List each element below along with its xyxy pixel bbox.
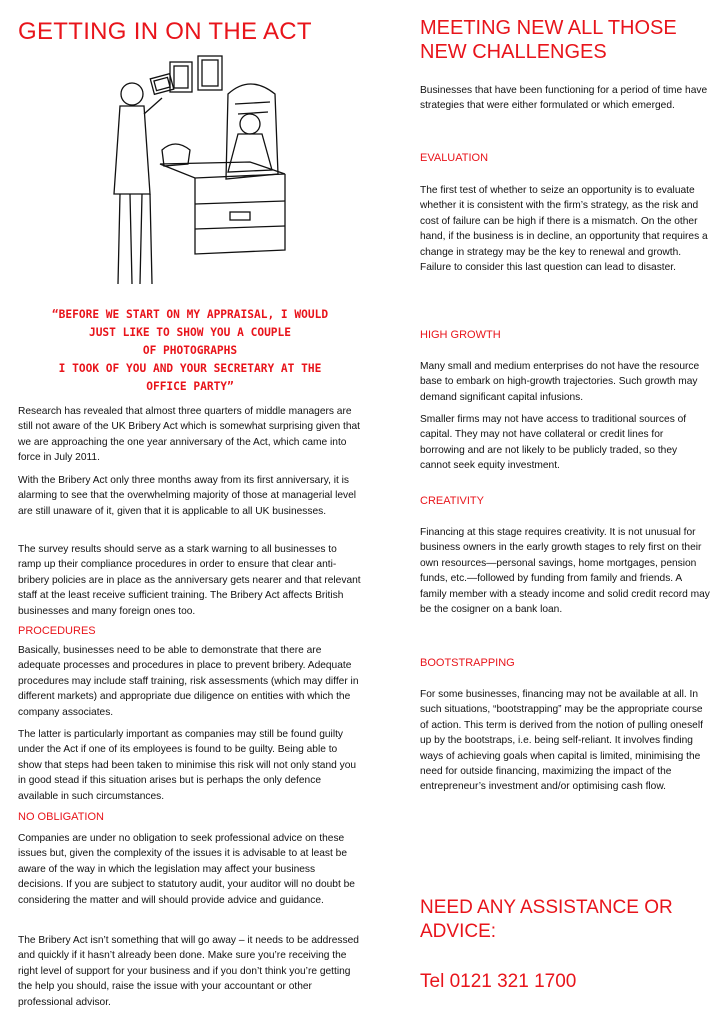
paragraph-bootstrapping: For some businesses, financing may not be available at all. In such situations, “bootstrapping” may be the appropriate course of action. This term is derived from the notion of pulling oneself up by the bootstraps, i.e. being self-reliant. It involves finding ways of achieving goals when capital is limited, minimising the need for outside financing, maximizing the impact of the entrepreneur’s investment and/or optimising cash flow.: [420, 689, 703, 793]
paragraph-creativity: Financing at this stage requires creativity. It is not unusual for business owners in the early growth stages to rely first on their own resources—personal savings, home mortgages, pension funds, etc.—followed by funding from family and friends. A family member with a steady income and solid credit record may be the cosigner on a bank loan.: [420, 527, 710, 616]
heading-evaluation: EVALUATION: [420, 152, 489, 164]
paragraph-latter: The latter is particularly important as companies may still be found guilty under the Act if one of its employees is found to be guilty. Being able to show that steps had been taken to minimise this risk will not only stand you in good stead if this situation arises but is perhaps the only defence available in such circumstances.: [18, 729, 357, 802]
caption-line: OF PHOTOGRAPHS: [142, 344, 238, 357]
paragraph-growth-1: Many small and medium enterprises do not have the resource base to embark on high-growth trajectories. Such growth may demand significant capital infusions.: [420, 361, 700, 403]
heading-procedures: PROCEDURES: [18, 625, 96, 637]
assistance-heading: [420, 896, 673, 944]
heading-high-growth: HIGH GROWTH: [420, 329, 501, 341]
paragraph-research: Research has revealed that almost three quarters of middle managers are still not aware of the UK Bribery Act which is somewhat surprising given that we are approaching the one year anniversary of the Act, which came into force in July 2011.: [18, 406, 360, 464]
assistance-line: ADVICE:: [420, 921, 497, 942]
paragraph-survey: The survey results should serve as a stark warning to all businesses to ramp up their compliance procedures in order to ensure that clear anti-bribery policies are in place as the anniversary gets nearer and that relevant staff at the least receive sufficient training. The Bribery Act affects British businesses and many foreign ones too.: [18, 544, 361, 617]
paragraph-obligation: Companies are under no obligation to seek professional advice on these issues but, given the complexity of the issues it is advisable to at least be aware of the way in which the legislation may affect your business decisions. If you are subject to statutory audit, your auditor will no doubt be considering the matter and will should provide advice and guidance.: [18, 833, 355, 906]
right-title: [420, 16, 677, 64]
right-title-line: MEETING NEW ALL THOSE: [420, 17, 677, 39]
paragraph-growth-2: Smaller firms may not have access to traditional sources of capital. They may not have collateral or credit lines for borrowing and are not likely to be publicly traded, so they cannot seek equity investment.: [420, 414, 687, 472]
office-cartoon-illustration: [100, 54, 300, 294]
heading-creativity: CREATIVITY: [420, 495, 484, 507]
paragraph-evaluation: The first test of whether to seize an opportunity is to evaluate whether it is consistent with the firm’s strategy, as the risk and cost of failure can be high if there is a mismatch. On the other hand, if the business is in decline, an opportunity that requires a change in strategy may be the key to renewal and growth. Failure to consider this last question can lead to disaster.: [420, 185, 708, 274]
paragraph-intro: Businesses that have been functioning for a period of time have strategies that were either formulated or which emerged.: [420, 85, 708, 112]
heading-bootstrapping: BOOTSTRAPPING: [420, 657, 515, 669]
phone-number: Tel 0121 321 1700: [420, 971, 577, 992]
caption-line: “BEFORE WE START ON MY APPRAISAL, I WOULD: [51, 308, 329, 321]
caption-line: OFFICE PARTY”: [146, 380, 234, 393]
cartoon-caption: [18, 306, 362, 396]
paragraph-anniversary: With the Bribery Act only three months away from its first anniversary, it is alarming to see that the overwhelming majority of those at managerial level are still unaware of it, given that it is applicable to all UK businesses.: [18, 475, 357, 517]
right-title-line: NEW CHALLENGES: [420, 41, 607, 63]
assistance-line: NEED ANY ASSISTANCE OR: [420, 897, 673, 918]
paragraph-procedures: Basically, businesses need to be able to demonstrate that there are adequate processes and procedures in place to prevent bribery. Adequate procedures may include staff training, risk assessments (which may differ in different markets) and appropriate due diligence on entities with which the company associates.: [18, 645, 359, 718]
page-title: GETTING IN ON THE ACT: [18, 18, 312, 45]
caption-line: JUST LIKE TO SHOW YOU A COUPLE: [88, 326, 292, 339]
caption-line: I TOOK OF YOU AND YOUR SECRETARY AT THE: [58, 362, 322, 375]
paragraph-bribery-act: The Bribery Act isn’t something that will go away – it needs to be addressed and quickly if it hasn’t already been done. Make sure you’re receiving the right level of support for your business and if you don’t think you’re getting the help you should, raise the issue with your accountant or other professional advisor.: [18, 935, 359, 1008]
heading-no-obligation: NO OBLIGATION: [18, 811, 104, 823]
